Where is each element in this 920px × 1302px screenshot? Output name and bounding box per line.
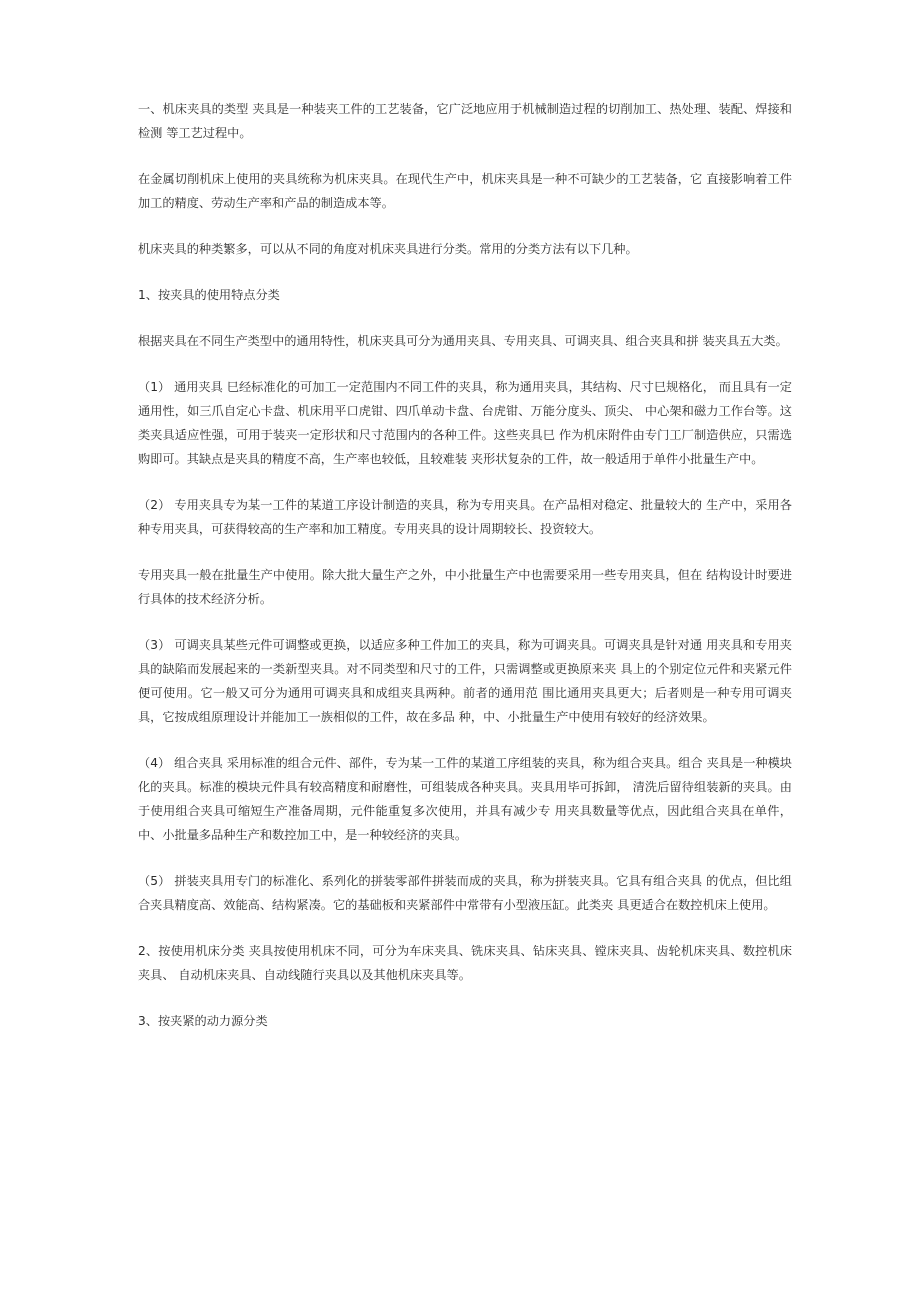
paragraph-special-fixture-usage: 专用夹具一般在批量生产中使用。除大批大量生产之外，中小批量生产中也需要采用一些专用夹具，但在 结构设计时要进行具体的技术经济分析。 xyxy=(138,568,792,606)
heading-classify-by-power-source: 3、按夹紧的动力源分类 xyxy=(138,1014,268,1028)
heading-classify-by-usage: 1、按夹具的使用特点分类 xyxy=(138,288,280,302)
paragraph-classification-intro: 机床夹具的种类繁多，可以从不同的角度对机床夹具进行分类。常用的分类方法有以下几种。 xyxy=(138,242,638,256)
paragraph-assembled-fixture: （5） 拼装夹具用专门的标准化、系列化的拼装零部件拼装而成的夹具，称为拼装夹具。它具有组合夹具 的优点，但比组合夹具精度高、效能高、结构紧凑。它的基础板和夹紧部件中常带有小型液压缸。此类夹 具更适合在数控机床上使用。 xyxy=(138,874,792,912)
paragraph-special-fixture: （2） 专用夹具专为某一工件的某道工序设计制造的夹具，称为专用夹具。在产品相对稳定、批量较大的 生产中，采用各种专用夹具，可获得较高的生产率和加工精度。专用夹具的设计周期较长、投资较大。 xyxy=(138,498,792,536)
paragraph-adjustable-fixture: （3） 可调夹具某些元件可调整或更换，以适应多种工件加工的夹具，称为可调夹具。可调夹具是针对通 用夹具和专用夹具的缺陷而发展起来的一类新型夹具。对不同类型和尺寸的工件，只需调整或更换原来夹 具上的个别定位元件和夹紧元件便可使用。它一般又可分为通用可调夹具和成组夹具两种。前者的通用范 围比通用夹具更大；后者则是一种专用可调夹具，它按成组原理设计并能加工一族相似的工件，故在多品 种，中、小批量生产中使用有较好的经济效果。 xyxy=(138,638,792,724)
paragraph-modular-fixture: （4） 组合夹具 采用标准的组合元件、部件，专为某一工件的某道工序组装的夹具，称为组合夹具。组合 夹具是一种模块化的夹具。标准的模块元件具有较高精度和耐磨性，可组装成各种夹具。夹具用毕可拆卸， 清洗后留待组装新的夹具。由于使用组合夹具可缩短生产准备周期，元件能重复多次使用，并具有减少专 用夹具数量等优点，因此组合夹具在单件，中、小批量多品种生产和数控加工中，是一种较经济的夹具。 xyxy=(138,756,792,842)
paragraph-section-1-intro: 一、机床夹具的类型 夹具是一种装夹工件的工艺装备，它广泛地应用于机械制造过程的切削加工、热处理、装配、焊接和检测 等工艺过程中。 xyxy=(138,102,792,140)
paragraph-classify-by-machine: 2、按使用机床分类 夹具按使用机床不同，可分为车床夹具、铣床夹具、钻床夹具、镗床夹具、齿轮机床夹具、数控机床夹具、 自动机床夹具、自动线随行夹具以及其他机床夹具等。 xyxy=(138,944,792,982)
document-body xyxy=(138,97,792,1055)
paragraph-machine-fixture-definition: 在金属切削机床上使用的夹具统称为机床夹具。在现代生产中，机床夹具是一种不可缺少的工艺装备，它 直接影响着工件加工的精度、劳动生产率和产品的制造成本等。 xyxy=(138,172,792,210)
paragraph-five-categories: 根据夹具在不同生产类型中的通用特性，机床夹具可分为通用夹具、专用夹具、可调夹具、组合夹具和拼 装夹具五大类。 xyxy=(138,334,788,348)
paragraph-universal-fixture: （1） 通用夹具 巳经标准化的可加工一定范围内不同工件的夹具，称为通用夹具，其结构、尺寸巳规格化， 而且具有一定通用性，如三爪自定心卡盘、机床用平口虎钳、四爪单动卡盘、台虎钳、万能分度头、顶尖、 中心架和磁力工作台等。这类夹具适应性强，可用于装夹一定形状和尺寸范围内的各种工件。这些夹具巳 作为机床附件由专门工厂制造供应，只需选购即可。其缺点是夹具的精度不高，生产率也较低，且较难装 夹形状复杂的工件，故一般适用于单件小批量生产中。 xyxy=(138,380,792,466)
